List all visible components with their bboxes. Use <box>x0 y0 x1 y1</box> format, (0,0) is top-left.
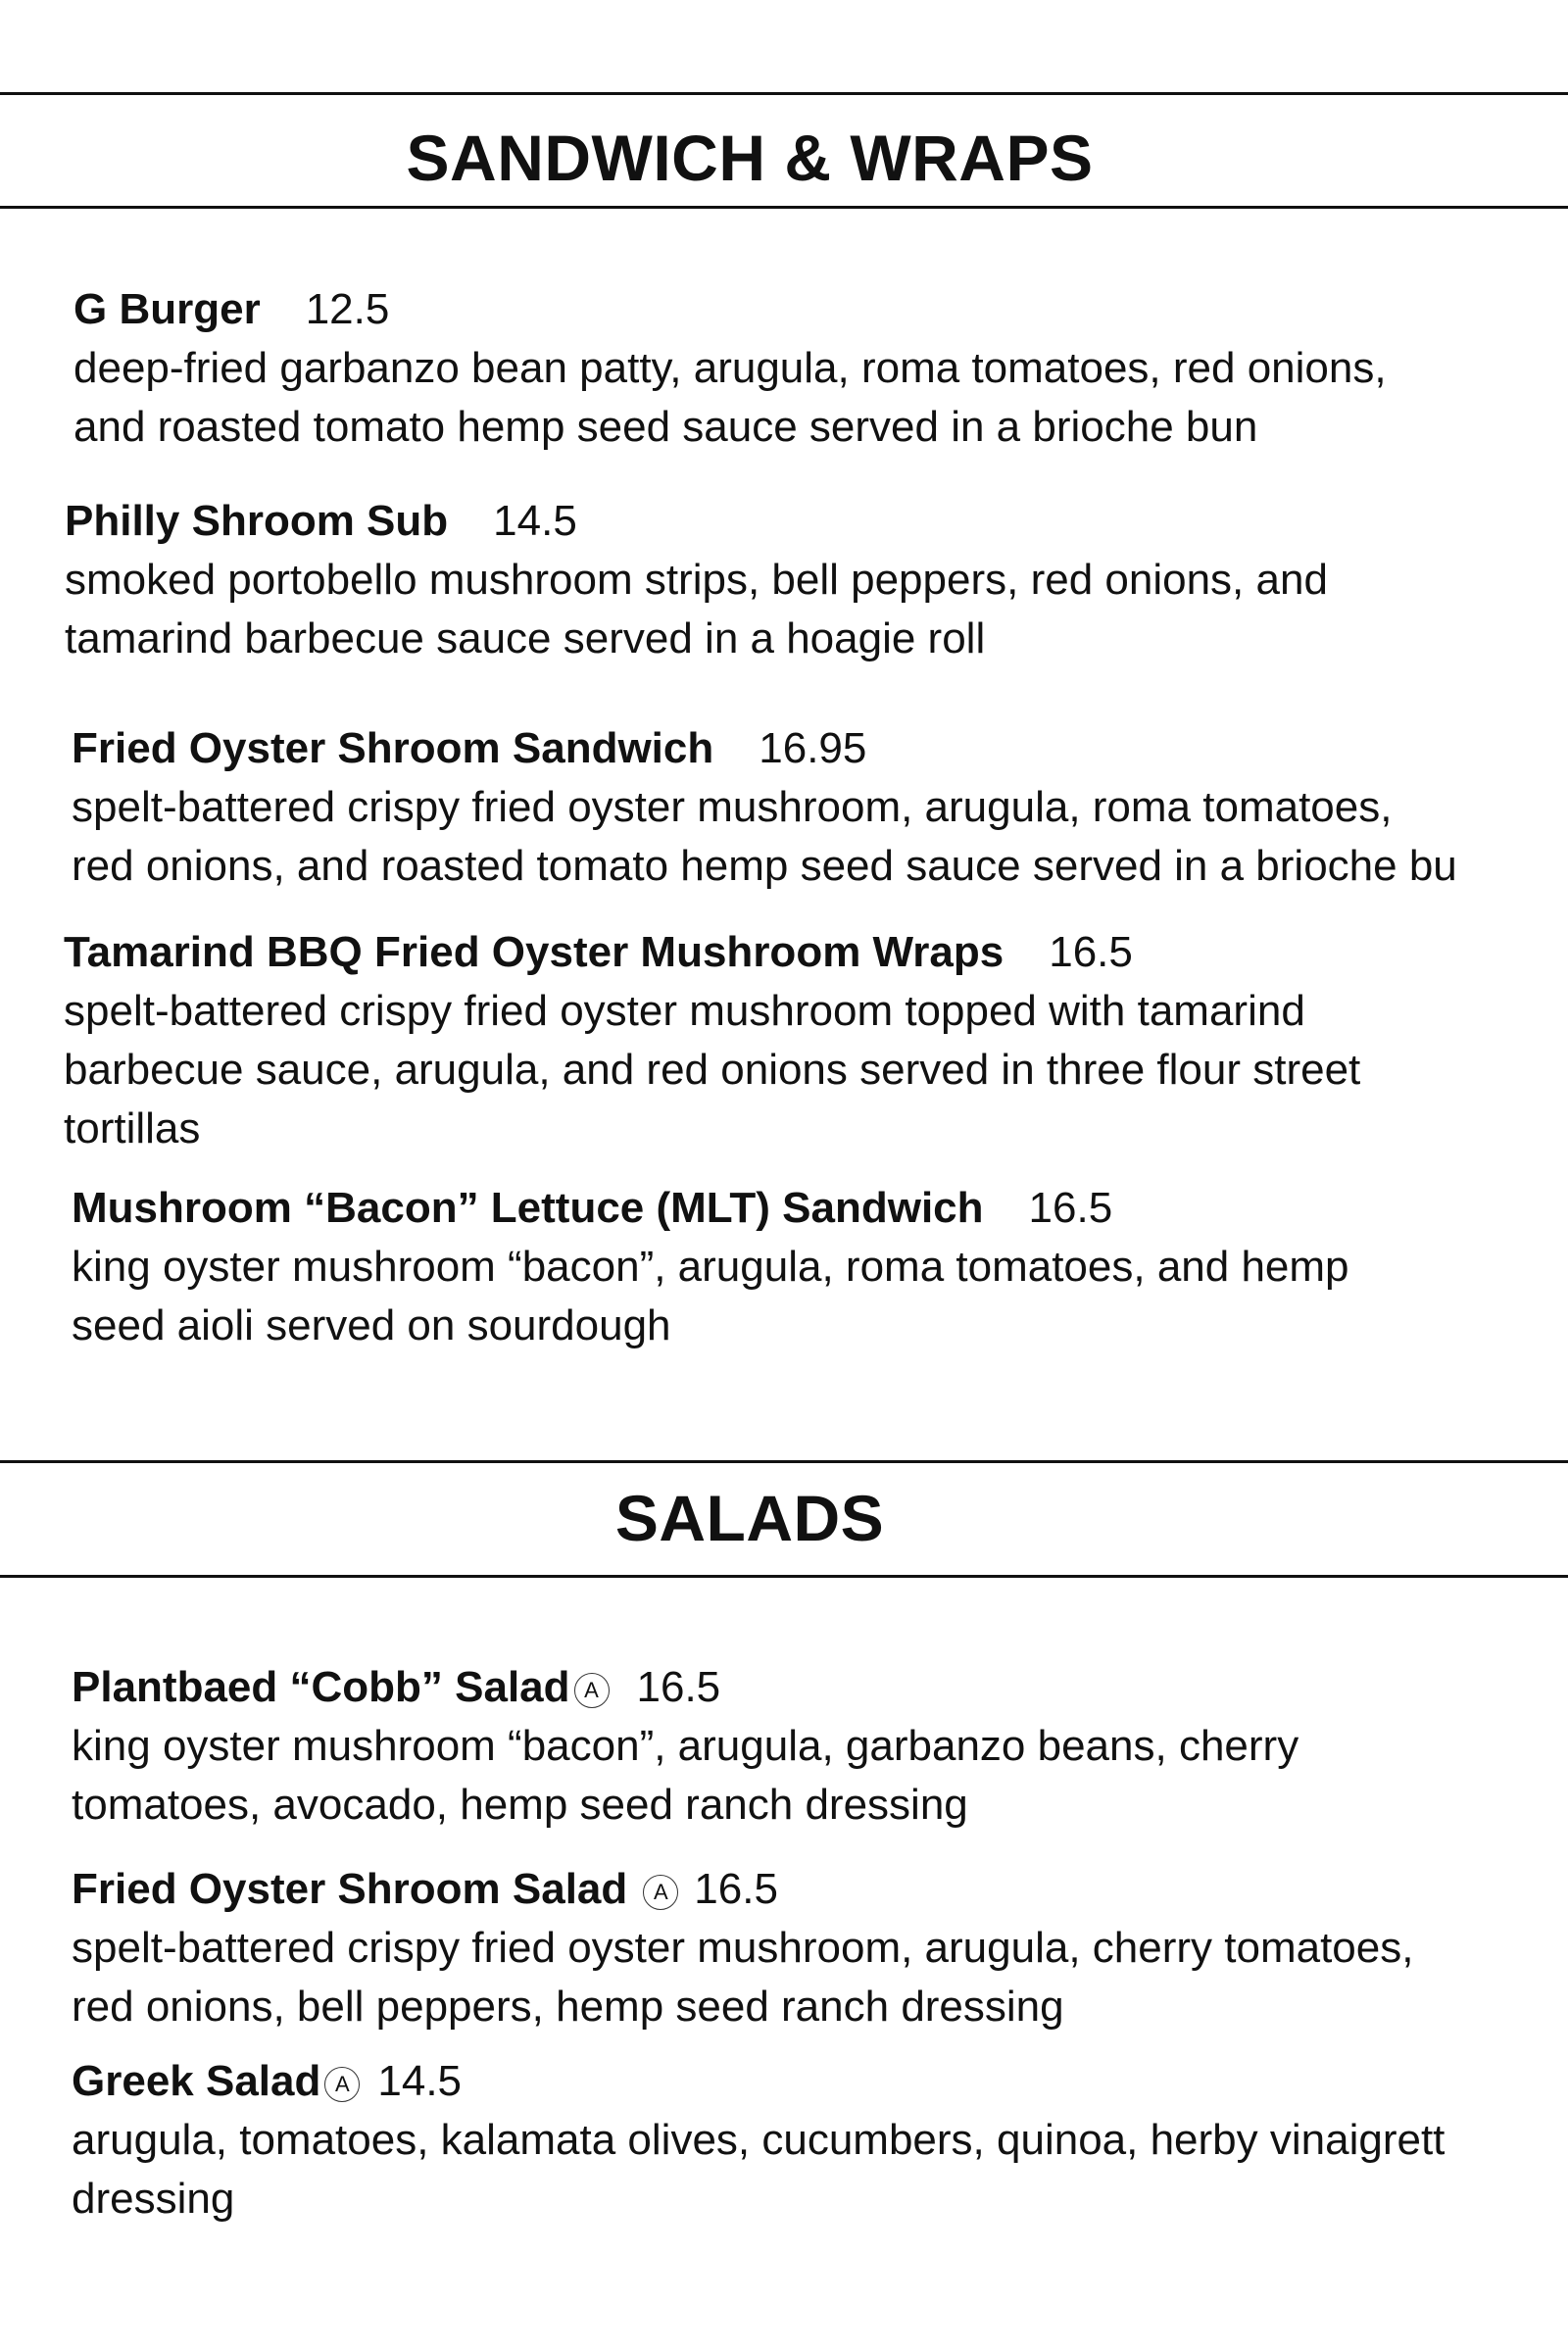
section-title-sandwich-wraps: SANDWICH & WRAPS <box>406 122 1094 194</box>
item-name: Fried Oyster Shroom Salad <box>72 1865 628 1913</box>
item-description: seed aioli served on sourdough <box>72 1301 671 1349</box>
item-price: 16.5 <box>636 1663 721 1711</box>
menu-item-philly-shroom-sub <box>65 492 1568 668</box>
item-description: tomatoes, avocado, hemp seed ranch dressing <box>72 1781 968 1829</box>
menu-item-tamarind-bbq-wraps <box>64 923 1568 1158</box>
item-description: spelt-battered crispy fried oyster mushroom topped with tamarind <box>64 987 1305 1035</box>
item-name: Greek Salad <box>72 2057 321 2105</box>
item-price: 16.95 <box>759 724 867 772</box>
section-bottom-rule <box>0 1575 1568 1578</box>
item-price: 16.5 <box>1028 1184 1113 1232</box>
item-name: Fried Oyster Shroom Sandwich <box>72 724 714 772</box>
item-description: king oyster mushroom “bacon”, arugula, garbanzo beans, cherry <box>72 1722 1299 1770</box>
item-name: Plantbaed “Cobb” Salad <box>72 1663 570 1711</box>
item-description: smoked portobello mushroom strips, bell peppers, red onions, and <box>65 556 1328 604</box>
item-description: king oyster mushroom “bacon”, arugula, roma tomatoes, and hemp <box>72 1243 1349 1291</box>
menu-item-cobb-salad <box>72 1658 1568 1835</box>
section-bottom-rule <box>0 206 1568 209</box>
a-badge-icon: A <box>324 2067 360 2102</box>
item-name: G Burger <box>74 285 261 333</box>
item-price: 14.5 <box>493 497 577 545</box>
menu-item-mlt-sandwich <box>72 1179 1568 1355</box>
section-top-rule <box>0 92 1568 95</box>
item-description: red onions, and roasted tomato hemp seed sauce served in a brioche bu <box>72 842 1457 890</box>
item-name: Tamarind BBQ Fried Oyster Mushroom Wraps <box>64 928 1004 976</box>
menu-item-fried-oyster-shroom-sandwich <box>72 719 1568 896</box>
item-name: Mushroom “Bacon” Lettuce (MLT) Sandwich <box>72 1184 984 1232</box>
item-description: dressing <box>72 2175 235 2223</box>
item-name: Philly Shroom Sub <box>65 497 449 545</box>
item-description: arugula, tomatoes, kalamata olives, cucumbers, quinoa, herby vinaigrett <box>72 2116 1446 2164</box>
item-price: 16.5 <box>1049 928 1133 976</box>
item-description: deep-fried garbanzo bean patty, arugula, roma tomatoes, red onions, <box>74 344 1387 392</box>
menu-item-g-burger <box>74 280 1568 457</box>
item-description: tamarind barbecue sauce served in a hoagie roll <box>65 614 986 662</box>
item-description: tortillas <box>64 1104 201 1152</box>
a-badge-icon: A <box>574 1673 610 1708</box>
section-top-rule <box>0 1460 1568 1463</box>
menu-item-fried-oyster-shroom-salad <box>72 1860 1568 2036</box>
item-description: red onions, bell peppers, hemp seed ranch dressing <box>72 1983 1064 2031</box>
menu-item-greek-salad <box>72 2052 1568 2229</box>
item-description: barbecue sauce, arugula, and red onions served in three flour street <box>64 1046 1361 1094</box>
item-description: and roasted tomato hemp seed sauce served in a brioche bun <box>74 403 1258 451</box>
item-price: 12.5 <box>305 285 390 333</box>
a-badge-icon: A <box>643 1875 678 1910</box>
item-description: spelt-battered crispy fried oyster mushroom, arugula, roma tomatoes, <box>72 783 1393 831</box>
item-price: 14.5 <box>377 2057 463 2105</box>
item-price: 16.5 <box>694 1865 778 1913</box>
item-description: spelt-battered crispy fried oyster mushroom, arugula, cherry tomatoes, <box>72 1924 1414 1972</box>
section-title-salads: SALADS <box>614 1482 885 1554</box>
